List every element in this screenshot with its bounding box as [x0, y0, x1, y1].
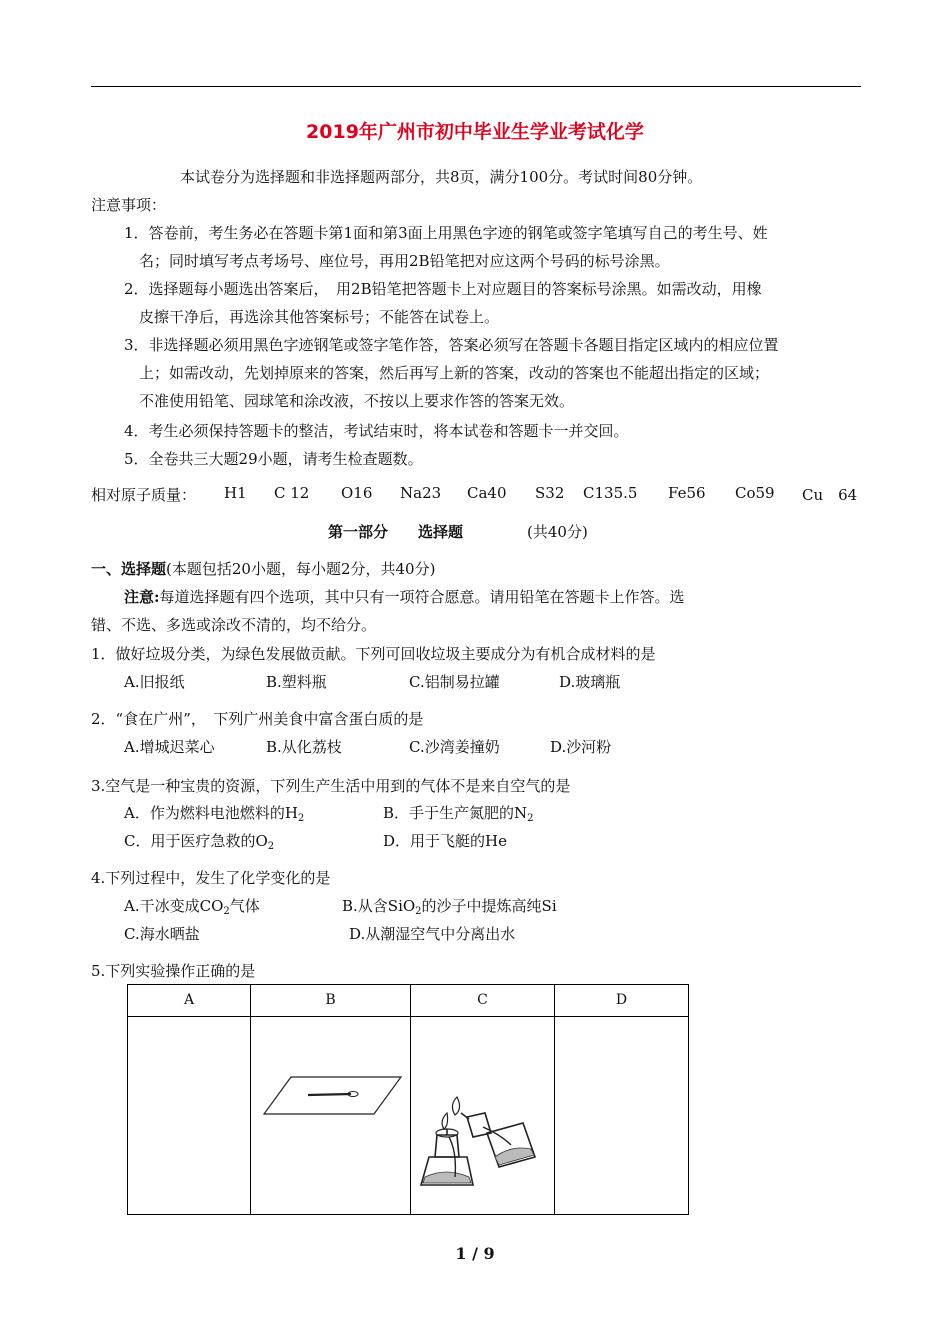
q5-header-c: C — [411, 985, 555, 1017]
q5-header-d: D — [555, 985, 689, 1017]
exam-title: 2019年广州市初中毕业生学业考试化学 — [306, 121, 644, 143]
q5-cell-a — [128, 1017, 251, 1215]
q5-options-table — [127, 984, 689, 1215]
q3-stem: 3.空气是一种宝贵的资源，下列生产生活中用到的气体不是来自空气的是 — [91, 777, 571, 795]
atomic-mass-cu: Cu 64 — [802, 486, 858, 504]
note-3-line-2: 上；如需改动，先划掉原来的答案，然后再写上新的答案，改动的答案也不能超出指定的区域； — [139, 364, 770, 382]
atomic-mass-c: C 12 — [274, 484, 310, 502]
q5-header-a: A — [128, 985, 251, 1017]
section-one-note-line-1: 每道选择题有四个选项，其中只有一项符合愿意。请用铅笔在答题卡上作答。选 — [159, 588, 685, 606]
section-one-note-label: 注意: — [124, 588, 160, 606]
alcohol-lamps-image — [411, 1017, 554, 1210]
q3-option-a: A．作为燃料电池燃料的$H_2$ — [124, 804, 305, 824]
note-1-line-1: 1．答卷前，考生务必在答题卡第1面和第3面上用黑色字迹的钢笔或签字笔填写自己的考生号、姓 — [124, 224, 768, 242]
q3-option-c: C．用于医疗急救的$O_2$ — [124, 832, 275, 852]
q2-option-c: C.沙湾姜撞奶 — [409, 738, 500, 756]
part-one-name: 选择题 — [418, 523, 464, 541]
atomic-mass-h: H1 — [224, 484, 247, 502]
atomic-mass-fe: Fe56 — [668, 484, 706, 502]
note-1-line-2: 名；同时填写考点考场号、座位号，再用2B铅笔把对应这两个号码的标号涂黑。 — [139, 252, 670, 270]
q2-option-a: A.增城迟菜心 — [124, 738, 215, 756]
notes-heading: 注意事项： — [91, 196, 167, 214]
q4-option-d: D.从潮湿空气中分离出水 — [349, 925, 516, 943]
q5-cell-d — [555, 1017, 689, 1215]
intro-text: 本试卷分为选择题和非选择题两部分，共8页，满分100分。考试时间80分钟。 — [180, 168, 703, 186]
q5-stem: 5.下列实验操作正确的是 — [91, 962, 256, 980]
q1-option-c: C.铝制易拉罐 — [409, 673, 500, 691]
q2-stem: 2．“食在广州”， 下列广州美食中富含蛋白质的是 — [91, 710, 424, 728]
q4-stem: 4.下列过程中，发生了化学变化的是 — [91, 869, 331, 887]
page-number: 1 / 9 — [455, 1244, 495, 1263]
atomic-mass-ca: Ca40 — [467, 484, 507, 502]
note-2-line-2: 皮擦干净后，再选涂其他答案标号；不能答在试卷上。 — [139, 308, 500, 326]
section-one-desc: (本题包括20小题，每小题2分，共40分) — [166, 560, 436, 578]
note-4: 4．考生必须保持答题卡的整洁，考试结束时，将本试卷和答题卡一并交回。 — [124, 422, 629, 440]
q5-cell-b — [251, 1017, 411, 1215]
q3-option-d: D．用于飞艇的He — [383, 832, 507, 850]
q1-option-a: A.旧报纸 — [124, 673, 185, 691]
atomic-mass-o: O16 — [341, 484, 373, 502]
note-3-line-3: 不准使用铅笔、园球笔和涂改液，不按以上要求作答的答案无效。 — [139, 392, 575, 410]
q2-option-b: B.从化荔枝 — [266, 738, 342, 756]
header-rule — [91, 86, 861, 87]
paper-with-ph-strip-image — [251, 1017, 410, 1210]
q4-option-a: A.干冰变成$CO_2$气体 — [124, 897, 260, 917]
section-one-heading — [91, 558, 435, 579]
section-one-title: 一、选择题 — [91, 560, 167, 578]
atomic-mass-s: S32 — [535, 484, 565, 502]
part-one-score: (共40分) — [527, 523, 588, 541]
atomic-mass-label: 相对原子质量： — [91, 486, 197, 504]
q5-header-b: B — [251, 985, 411, 1017]
q4-option-c: C.海水晒盐 — [124, 925, 200, 943]
note-2-line-1: 2．选择题每小题选出答案后， 用2B铅笔把答题卡上对应题目的答案标号涂黑。如需改动，用橡 — [124, 280, 762, 298]
q3-option-b: B．手于生产氮肥的$N_2$ — [383, 804, 534, 824]
section-one-note-line-2: 错、不选、多选或涂改不清的，均不给分。 — [91, 616, 377, 634]
q1-option-d: D.玻璃瓶 — [559, 673, 621, 691]
section-one-note — [124, 586, 685, 607]
part-one-label: 第一部分 — [328, 523, 389, 541]
atomic-mass-cl: C135.5 — [583, 484, 638, 502]
q4-option-b: B.从含SiO$_2$的沙子中提炼高纯Si — [342, 897, 557, 917]
note-3-line-1: 3．非选择题必须用黑色字迹钢笔或签字笔作答，答案必须写在答题卡各题目指定区域内的相应位置 — [124, 336, 779, 354]
q1-stem: 1．做好垃圾分类，为绿色发展做贡献。下列可回收垃圾主要成分为有机合成材料的是 — [91, 645, 656, 663]
note-5: 5．全卷共三大题29小题，请考生检查题数。 — [124, 450, 423, 468]
q5-cell-c — [411, 1017, 555, 1215]
q2-option-d: D.沙河粉 — [550, 738, 612, 756]
q1-option-b: B.塑料瓶 — [266, 673, 327, 691]
atomic-mass-co: Co59 — [735, 484, 775, 502]
atomic-mass-na: Na23 — [400, 484, 442, 502]
